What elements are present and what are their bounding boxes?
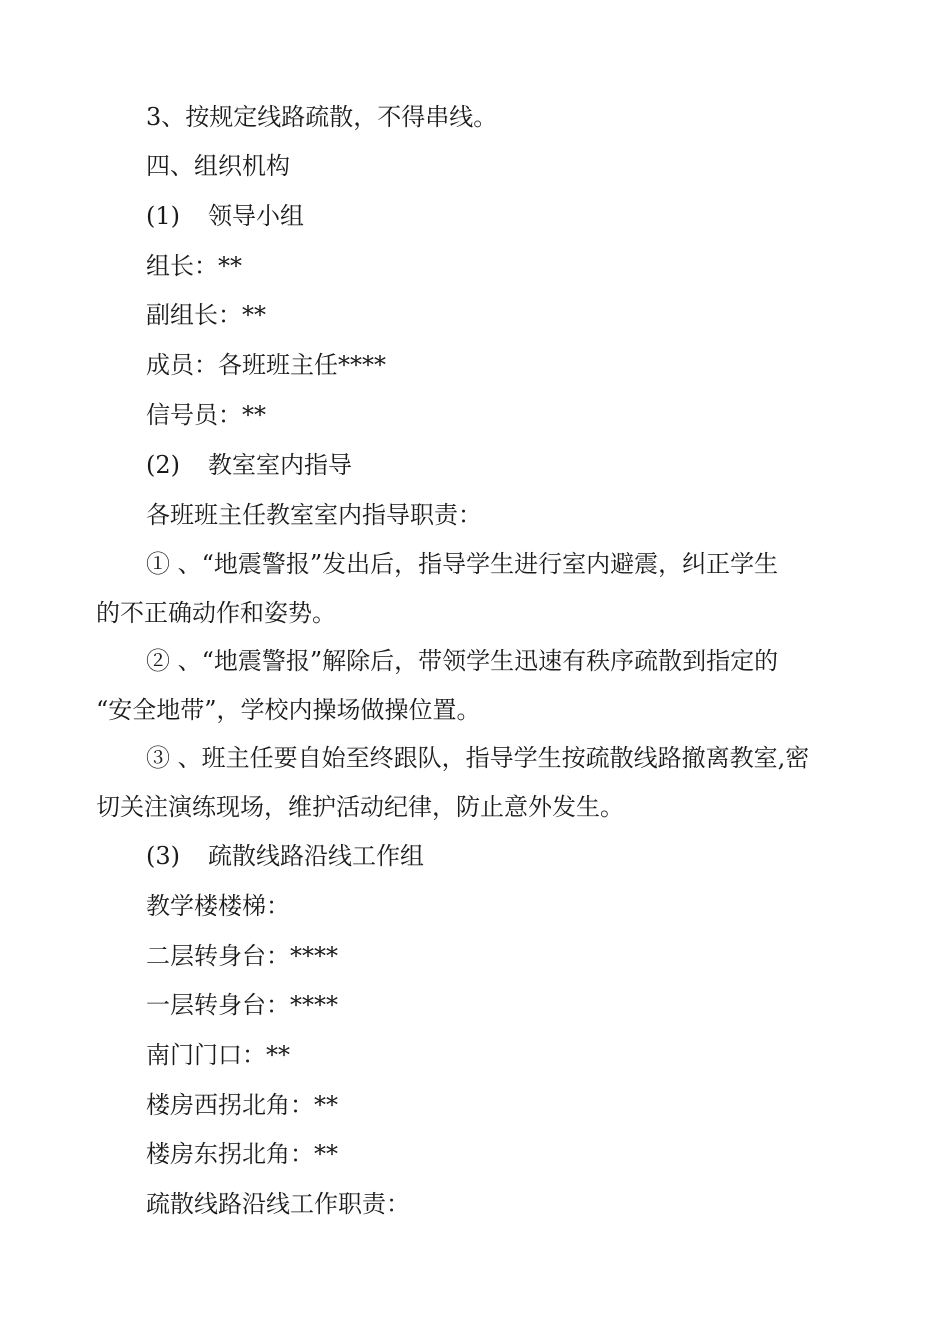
subheading-leadership-group [146, 200, 916, 232]
signalman-line: 信号员：** [146, 401, 266, 429]
group-leader-line: 组长：** [146, 252, 242, 280]
south-gate-line: 南门门口：** [146, 1041, 290, 1069]
duty-item-2-line-2: “安全地带”，学校内操场做操位置。 [96, 696, 481, 724]
classroom-duties-heading: 各班班主任教室室内指导职责： [146, 501, 482, 529]
members-line: 成员：各班班主任**** [146, 351, 386, 379]
stairs-heading: 教学楼楼梯： [146, 892, 290, 920]
duty-item-1-line-2: 的不正确动作和姿势。 [96, 599, 336, 627]
subheading-title: 领导小组 [208, 202, 304, 230]
route-team-duties-heading: 疏散线路沿线工作职责： [146, 1190, 410, 1218]
building-east-corner-line: 楼房东拐北角：** [146, 1140, 338, 1168]
paragraph-evacuation-rule-3: 3、按规定线路疏散，不得串线。 [146, 103, 498, 131]
duty-item-3-line-1: ③ 、班主任要自始至终跟队，指导学生按疏散线路撤离教室,密 [146, 744, 810, 772]
subheading-title: 疏散线路沿线工作组 [208, 842, 424, 870]
subheading-number: (2) [146, 451, 180, 479]
building-west-corner-line: 楼房西拐北角：** [146, 1091, 338, 1119]
section-heading-organization: 四、组织机构 [146, 152, 290, 180]
subheading-classroom-guidance [146, 449, 916, 481]
deputy-leader-line: 副组长：** [146, 301, 266, 329]
subheading-title: 教室室内指导 [208, 451, 352, 479]
duty-item-2-line-1: ② 、“地震警报”解除后，带领学生迅速有秩序疏散到指定的 [146, 647, 779, 675]
subheading-number: (1) [146, 202, 180, 230]
duty-item-1-line-1: ① 、“地震警报”发出后，指导学生进行室内避震，纠正学生 [146, 550, 779, 578]
subheading-number: (3) [146, 842, 180, 870]
duty-item-3-line-2: 切关注演练现场，维护活动纪律，防止意外发生。 [96, 793, 624, 821]
second-floor-landing-line: 二层转身台：**** [146, 942, 338, 970]
first-floor-landing-line: 一层转身台：**** [146, 991, 338, 1019]
subheading-evacuation-route-team [146, 840, 916, 872]
